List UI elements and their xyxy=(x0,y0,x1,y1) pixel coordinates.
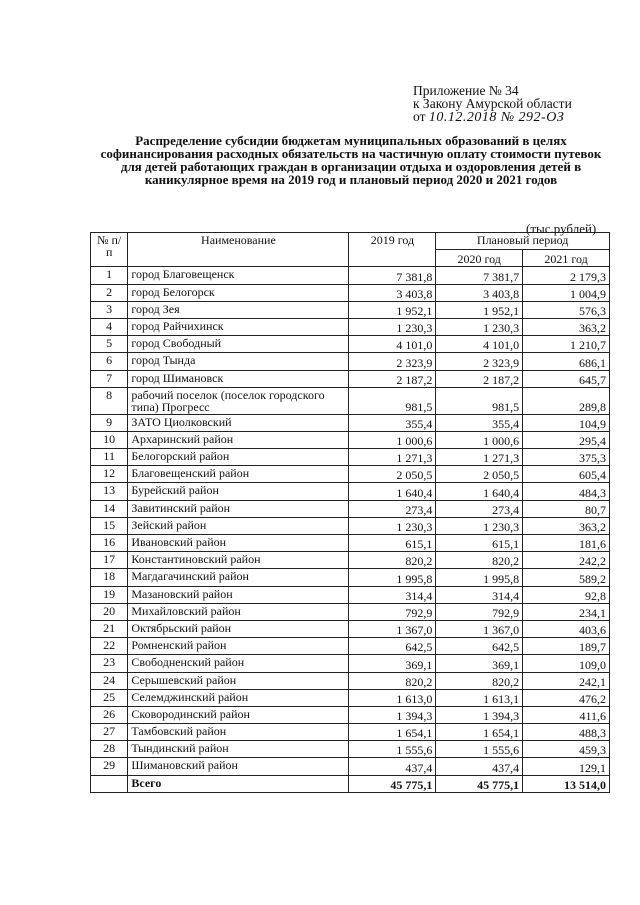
table-row xyxy=(91,517,610,534)
cell-2021: 104,9 xyxy=(523,414,610,431)
cell-name: Октябрьский район xyxy=(128,620,349,637)
table-row xyxy=(91,758,610,775)
cell-2019: 1 394,3 xyxy=(349,706,436,723)
cell-2021: 476,2 xyxy=(523,689,610,706)
cell-name: Сковородинский район xyxy=(128,706,349,723)
appendix-date-handwritten: 10.12.2018 № 292-ОЗ xyxy=(428,110,565,125)
table-row xyxy=(91,724,610,741)
cell-name: Магдагачинский район xyxy=(128,569,349,586)
cell-2019: 4 101,0 xyxy=(349,336,436,353)
cell-2021: 484,3 xyxy=(523,483,610,500)
cell-2019: 820,2 xyxy=(349,552,436,569)
cell-2020: 981,5 xyxy=(436,387,523,414)
table-row xyxy=(91,414,610,431)
cell-name: город Зея xyxy=(128,301,349,318)
cell-2020: 615,1 xyxy=(436,535,523,552)
cell-2021: 189,7 xyxy=(523,638,610,655)
cell-no: 20 xyxy=(91,603,128,620)
cell-no: 8 xyxy=(91,387,128,414)
cell-name: Михайловский район xyxy=(128,603,349,620)
cell-no: 24 xyxy=(91,672,128,689)
cell-name: Благовещенский район xyxy=(128,466,349,483)
cell-2020: 820,2 xyxy=(436,552,523,569)
table-row xyxy=(91,500,610,517)
cell-no: 27 xyxy=(91,724,128,741)
table-row xyxy=(91,483,610,500)
cell-2021: 1 004,9 xyxy=(523,284,610,301)
cell-2019: 1 271,3 xyxy=(349,449,436,466)
total-2021: 13 514,0 xyxy=(523,775,610,792)
cell-2019: 981,5 xyxy=(349,387,436,414)
cell-2020: 1 952,1 xyxy=(436,301,523,318)
cell-2019: 369,1 xyxy=(349,655,436,672)
cell-2020: 1 654,1 xyxy=(436,724,523,741)
cell-2021: 411,6 xyxy=(523,706,610,723)
cell-2020: 2 323,9 xyxy=(436,353,523,370)
cell-no: 28 xyxy=(91,741,128,758)
cell-no: 10 xyxy=(91,431,128,448)
cell-no: 19 xyxy=(91,586,128,603)
cell-2019: 1 000,6 xyxy=(349,431,436,448)
cell-2019: 314,4 xyxy=(349,586,436,603)
cell-no: 12 xyxy=(91,466,128,483)
cell-2020: 820,2 xyxy=(436,672,523,689)
cell-2019: 1 952,1 xyxy=(349,301,436,318)
cell-2021: 242,2 xyxy=(523,552,610,569)
cell-no xyxy=(91,775,128,792)
cell-2021: 576,3 xyxy=(523,301,610,318)
cell-2020: 1 230,3 xyxy=(436,318,523,335)
cell-2019: 792,9 xyxy=(349,603,436,620)
table-row xyxy=(91,706,610,723)
table-row xyxy=(91,353,610,370)
cell-name: Серышевский район xyxy=(128,672,349,689)
cell-name: Ромненский район xyxy=(128,638,349,655)
cell-name: Тындинский район xyxy=(128,741,349,758)
table-row xyxy=(91,267,610,284)
table-row xyxy=(91,301,610,318)
cell-name: город Тында xyxy=(128,353,349,370)
cell-name: Архаринский район xyxy=(128,431,349,448)
cell-2020: 314,4 xyxy=(436,586,523,603)
cell-2019: 642,5 xyxy=(349,638,436,655)
header-no: № п/п xyxy=(91,233,128,267)
table-row xyxy=(91,741,610,758)
table-row xyxy=(91,672,610,689)
appendix-law: к Закону Амурской области xyxy=(413,96,572,111)
cell-no: 29 xyxy=(91,758,128,775)
cell-no: 15 xyxy=(91,517,128,534)
cell-2019: 820,2 xyxy=(349,672,436,689)
cell-2020: 1 367,0 xyxy=(436,620,523,637)
cell-2019: 1 230,3 xyxy=(349,517,436,534)
cell-2021: 242,1 xyxy=(523,672,610,689)
header-planned: Плановый период xyxy=(436,233,610,250)
appendix-date xyxy=(413,110,628,124)
cell-2021: 92,8 xyxy=(523,586,610,603)
cell-2021: 129,1 xyxy=(523,758,610,775)
table-row xyxy=(91,370,610,387)
header-2020: 2020 год xyxy=(436,250,523,267)
cell-no: 13 xyxy=(91,483,128,500)
cell-2019: 1 654,1 xyxy=(349,724,436,741)
cell-name: Шимановский район xyxy=(128,758,349,775)
cell-name: Мазановский район xyxy=(128,586,349,603)
cell-no: 5 xyxy=(91,336,128,353)
cell-no: 21 xyxy=(91,620,128,637)
cell-2019: 3 403,8 xyxy=(349,284,436,301)
cell-no: 26 xyxy=(91,706,128,723)
cell-2020: 369,1 xyxy=(436,655,523,672)
cell-2020: 1 640,4 xyxy=(436,483,523,500)
cell-2020: 437,4 xyxy=(436,758,523,775)
cell-2020: 1 271,3 xyxy=(436,449,523,466)
cell-2019: 2 050,5 xyxy=(349,466,436,483)
cell-no: 6 xyxy=(91,353,128,370)
table-row xyxy=(91,569,610,586)
cell-2019: 1 230,3 xyxy=(349,318,436,335)
cell-name: город Свободный xyxy=(128,336,349,353)
cell-no: 2 xyxy=(91,284,128,301)
cell-2021: 80,7 xyxy=(523,500,610,517)
table-row xyxy=(91,535,610,552)
cell-no: 14 xyxy=(91,500,128,517)
cell-2020: 1 000,6 xyxy=(436,431,523,448)
table-row xyxy=(91,318,610,335)
cell-name: Селемджинский район xyxy=(128,689,349,706)
cell-2019: 437,4 xyxy=(349,758,436,775)
cell-2021: 605,4 xyxy=(523,466,610,483)
total-label: Всего xyxy=(128,775,349,792)
cell-2021: 375,3 xyxy=(523,449,610,466)
cell-2020: 792,9 xyxy=(436,603,523,620)
cell-name: Завитинский район xyxy=(128,500,349,517)
cell-2019: 615,1 xyxy=(349,535,436,552)
cell-2021: 488,3 xyxy=(523,724,610,741)
total-2020: 45 775,1 xyxy=(436,775,523,792)
cell-name: Константиновский район xyxy=(128,552,349,569)
cell-2020: 1 613,1 xyxy=(436,689,523,706)
cell-2021: 645,7 xyxy=(523,370,610,387)
cell-name: Бурейский район xyxy=(128,483,349,500)
cell-2021: 686,1 xyxy=(523,353,610,370)
cell-2021: 403,6 xyxy=(523,620,610,637)
table-row xyxy=(91,284,610,301)
cell-2020: 3 403,8 xyxy=(436,284,523,301)
cell-name: Тамбовский район xyxy=(128,724,349,741)
cell-2019: 1 555,6 xyxy=(349,741,436,758)
cell-name: рабочий поселок (поселок городского типа) Прогресс xyxy=(128,387,349,414)
cell-2019: 2 323,9 xyxy=(349,353,436,370)
cell-2021: 1 210,7 xyxy=(523,336,610,353)
table-body xyxy=(91,267,610,792)
cell-no: 25 xyxy=(91,689,128,706)
cell-2020: 1 995,8 xyxy=(436,569,523,586)
cell-name: город Белогорск xyxy=(128,284,349,301)
cell-2021: 459,3 xyxy=(523,741,610,758)
cell-name: город Благовещенск xyxy=(128,267,349,284)
cell-no: 11 xyxy=(91,449,128,466)
cell-2021: 181,6 xyxy=(523,535,610,552)
cell-2020: 1 394,3 xyxy=(436,706,523,723)
table-row xyxy=(91,431,610,448)
cell-2020: 642,5 xyxy=(436,638,523,655)
header-2019: 2019 год xyxy=(349,233,436,267)
cell-2019: 1 367,0 xyxy=(349,620,436,637)
cell-2020: 355,4 xyxy=(436,414,523,431)
cell-name: Ивановский район xyxy=(128,535,349,552)
cell-2019: 1 640,4 xyxy=(349,483,436,500)
units-label: (тыс.рублей) xyxy=(526,221,597,236)
table-row xyxy=(91,466,610,483)
table-row xyxy=(91,552,610,569)
cell-2019: 355,4 xyxy=(349,414,436,431)
cell-2021: 2 179,3 xyxy=(523,267,610,284)
table-row-total xyxy=(91,775,610,792)
table-row xyxy=(91,449,610,466)
cell-name: Свободненский район xyxy=(128,655,349,672)
cell-no: 9 xyxy=(91,414,128,431)
cell-2021: 295,4 xyxy=(523,431,610,448)
cell-2019: 1 613,0 xyxy=(349,689,436,706)
cell-2019: 7 381,8 xyxy=(349,267,436,284)
table-row xyxy=(91,638,610,655)
cell-2019: 273,4 xyxy=(349,500,436,517)
table-row xyxy=(91,655,610,672)
cell-2021: 234,1 xyxy=(523,603,610,620)
cell-no: 23 xyxy=(91,655,128,672)
cell-2019: 1 995,8 xyxy=(349,569,436,586)
cell-name: город Райчихинск xyxy=(128,318,349,335)
cell-2021: 363,2 xyxy=(523,517,610,534)
table-row xyxy=(91,387,610,414)
table-row xyxy=(91,586,610,603)
cell-2019: 2 187,2 xyxy=(349,370,436,387)
cell-no: 22 xyxy=(91,638,128,655)
appendix-number: Приложение № 34 xyxy=(413,83,519,98)
cell-2020: 2 187,2 xyxy=(436,370,523,387)
cell-no: 16 xyxy=(91,535,128,552)
table-row xyxy=(91,620,610,637)
total-2019: 45 775,1 xyxy=(349,775,436,792)
appendix-header xyxy=(413,84,628,124)
cell-no: 1 xyxy=(91,267,128,284)
cell-no: 4 xyxy=(91,318,128,335)
cell-2020: 1 230,3 xyxy=(436,517,523,534)
cell-name: Зейский район xyxy=(128,517,349,534)
cell-2020: 7 381,7 xyxy=(436,267,523,284)
cell-2021: 363,2 xyxy=(523,318,610,335)
cell-2020: 4 101,0 xyxy=(436,336,523,353)
cell-no: 18 xyxy=(91,569,128,586)
cell-2020: 273,4 xyxy=(436,500,523,517)
cell-name: город Шимановск xyxy=(128,370,349,387)
table-row xyxy=(91,689,610,706)
document-title: Распределение субсидии бюджетам муниципальных образований в целях софинансирования расходных обязательств на частичную оплату стоимости путевок для детей работающих граждан в организации отдыха и оздоровления детей в каникулярное время на 2019 год и плановый период 2020 и 2021 годов xyxy=(100,133,602,187)
cell-2020: 2 050,5 xyxy=(436,466,523,483)
cell-2021: 289,8 xyxy=(523,387,610,414)
cell-2021: 589,2 xyxy=(523,569,610,586)
cell-no: 3 xyxy=(91,301,128,318)
cell-2021: 109,0 xyxy=(523,655,610,672)
cell-2020: 1 555,6 xyxy=(436,741,523,758)
header-name: Наименование xyxy=(128,233,349,267)
cell-no: 17 xyxy=(91,552,128,569)
cell-name: Белогорский район xyxy=(128,449,349,466)
header-2021: 2021 год xyxy=(523,250,610,267)
table-row xyxy=(91,603,610,620)
cell-name: ЗАТО Циолковский xyxy=(128,414,349,431)
table-row xyxy=(91,336,610,353)
cell-no: 7 xyxy=(91,370,128,387)
subsidy-table xyxy=(90,232,610,793)
appendix-date-prefix: от xyxy=(413,109,426,124)
